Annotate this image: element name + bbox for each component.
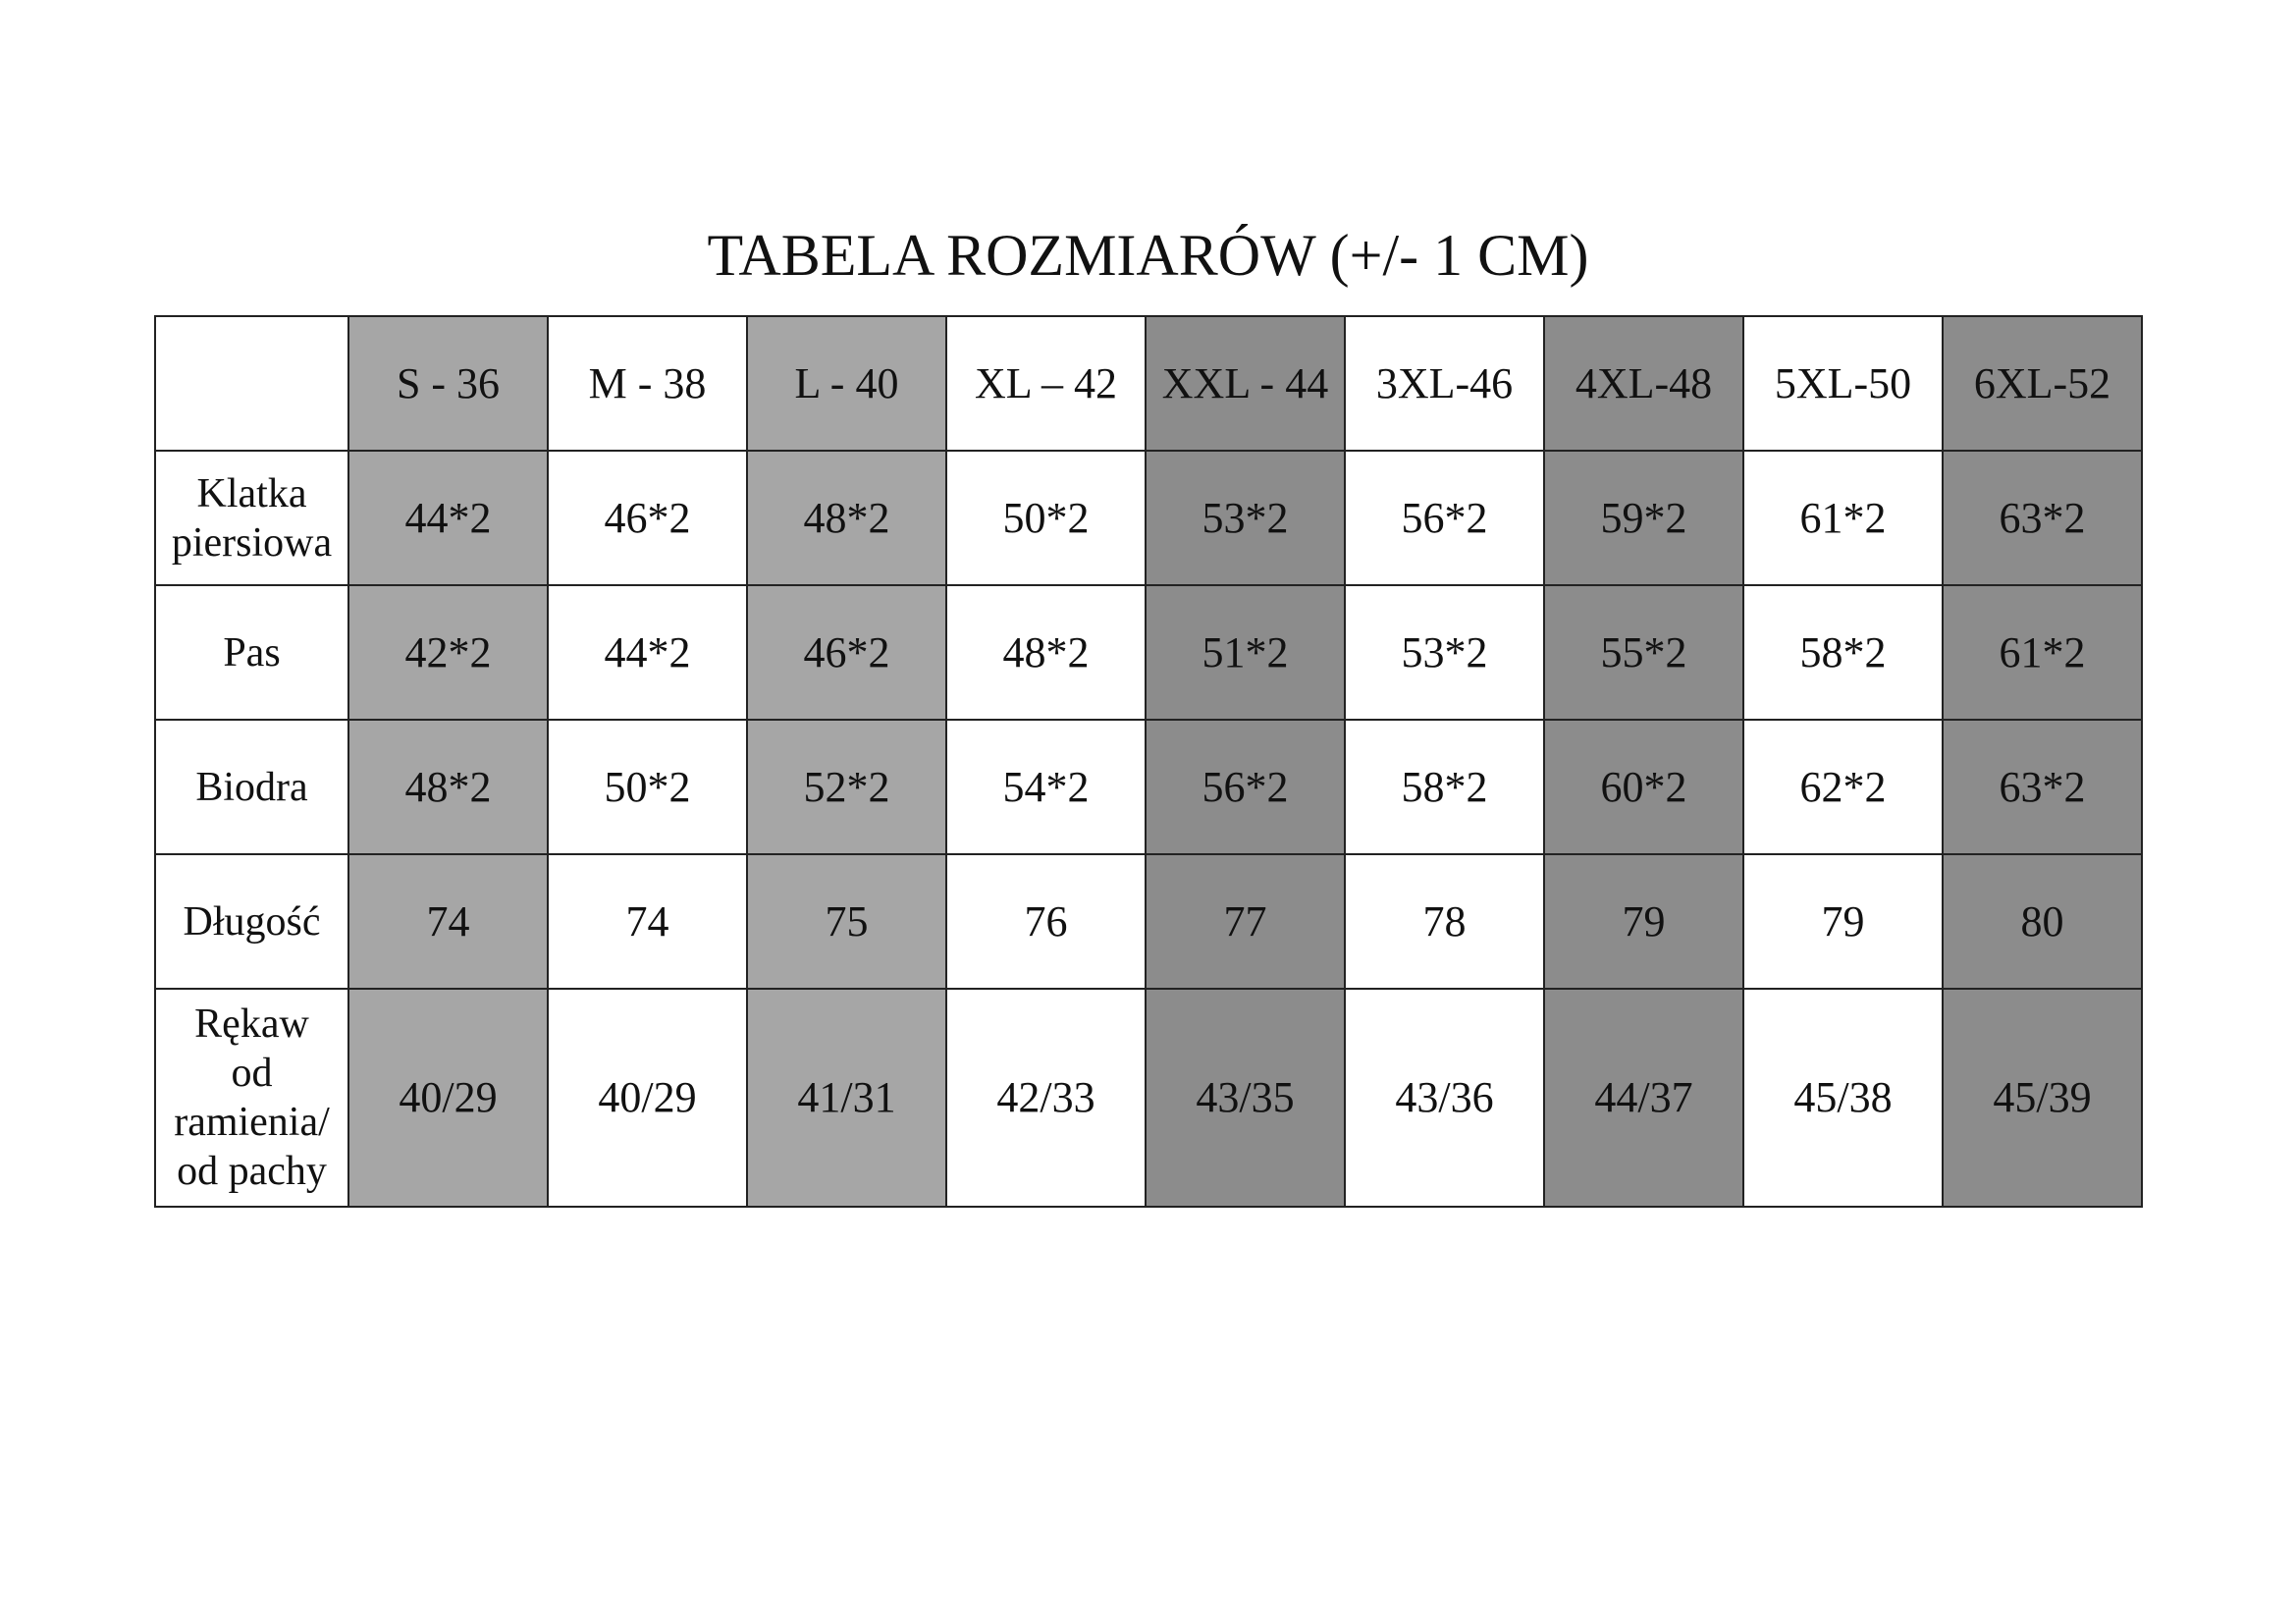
measurement-value: 76 (946, 854, 1146, 989)
measurement-value: 54*2 (946, 720, 1146, 854)
measurement-value: 44/37 (1544, 989, 1743, 1207)
measurement-value: 62*2 (1743, 720, 1943, 854)
table-row (155, 451, 2142, 585)
measurement-value: 45/38 (1743, 989, 1943, 1207)
table-row (155, 585, 2142, 720)
measurement-value: 75 (747, 854, 946, 989)
measurement-value: 44*2 (548, 585, 747, 720)
table-row (155, 720, 2142, 854)
measurement-value: 40/29 (548, 989, 747, 1207)
measurement-value: 60*2 (1544, 720, 1743, 854)
size-header-cell: M - 38 (548, 316, 747, 451)
measurement-value: 45/39 (1943, 989, 2142, 1207)
measurement-value: 43/35 (1146, 989, 1345, 1207)
measurement-value: 41/31 (747, 989, 946, 1207)
measurement-value: 53*2 (1345, 585, 1544, 720)
measurement-value: 78 (1345, 854, 1544, 989)
size-header-cell: S - 36 (348, 316, 548, 451)
measurement-value: 61*2 (1943, 585, 2142, 720)
table-row (155, 989, 2142, 1207)
measurement-value: 56*2 (1146, 720, 1345, 854)
measurement-value: 77 (1146, 854, 1345, 989)
measurement-value: 40/29 (348, 989, 548, 1207)
measurement-value: 79 (1743, 854, 1943, 989)
measurement-value: 52*2 (747, 720, 946, 854)
measurement-value: 53*2 (1146, 451, 1345, 585)
measurement-value: 48*2 (348, 720, 548, 854)
measurement-label: Rękaw od ramienia/ od pachy (155, 989, 348, 1207)
measurement-value: 80 (1943, 854, 2142, 989)
size-header-cell: 4XL-48 (1544, 316, 1743, 451)
measurement-value: 63*2 (1943, 451, 2142, 585)
measurement-value: 46*2 (548, 451, 747, 585)
measurement-value: 74 (548, 854, 747, 989)
size-header-cell: XXL - 44 (1146, 316, 1345, 451)
measurement-value: 58*2 (1345, 720, 1544, 854)
measurement-value: 63*2 (1943, 720, 2142, 854)
page-title: TABELA ROZMIARÓW (+/- 1 CM) (707, 223, 1589, 288)
measurement-value: 61*2 (1743, 451, 1943, 585)
measurement-label: Pas (155, 585, 348, 720)
measurement-value: 51*2 (1146, 585, 1345, 720)
size-header-cell: XL – 42 (946, 316, 1146, 451)
measurement-value: 50*2 (548, 720, 747, 854)
corner-cell (155, 316, 348, 451)
measurement-label: Biodra (155, 720, 348, 854)
measurement-value: 59*2 (1544, 451, 1743, 585)
measurement-value: 55*2 (1544, 585, 1743, 720)
measurement-value: 46*2 (747, 585, 946, 720)
measurement-value: 74 (348, 854, 548, 989)
measurement-value: 42*2 (348, 585, 548, 720)
measurement-label: Długość (155, 854, 348, 989)
measurement-label: Klatka piersiowa (155, 451, 348, 585)
measurement-value: 44*2 (348, 451, 548, 585)
header-row (155, 316, 2142, 451)
measurement-value: 43/36 (1345, 989, 1544, 1207)
measurement-value: 50*2 (946, 451, 1146, 585)
measurement-value: 79 (1544, 854, 1743, 989)
size-header-cell: 3XL-46 (1345, 316, 1544, 451)
measurement-value: 48*2 (747, 451, 946, 585)
size-header-cell: 6XL-52 (1943, 316, 2142, 451)
measurement-value: 58*2 (1743, 585, 1943, 720)
measurement-value: 48*2 (946, 585, 1146, 720)
size-table (154, 315, 2143, 1208)
size-header-cell: 5XL-50 (1743, 316, 1943, 451)
table-row (155, 854, 2142, 989)
measurement-value: 42/33 (946, 989, 1146, 1207)
measurement-value: 56*2 (1345, 451, 1544, 585)
size-header-cell: L - 40 (747, 316, 946, 451)
